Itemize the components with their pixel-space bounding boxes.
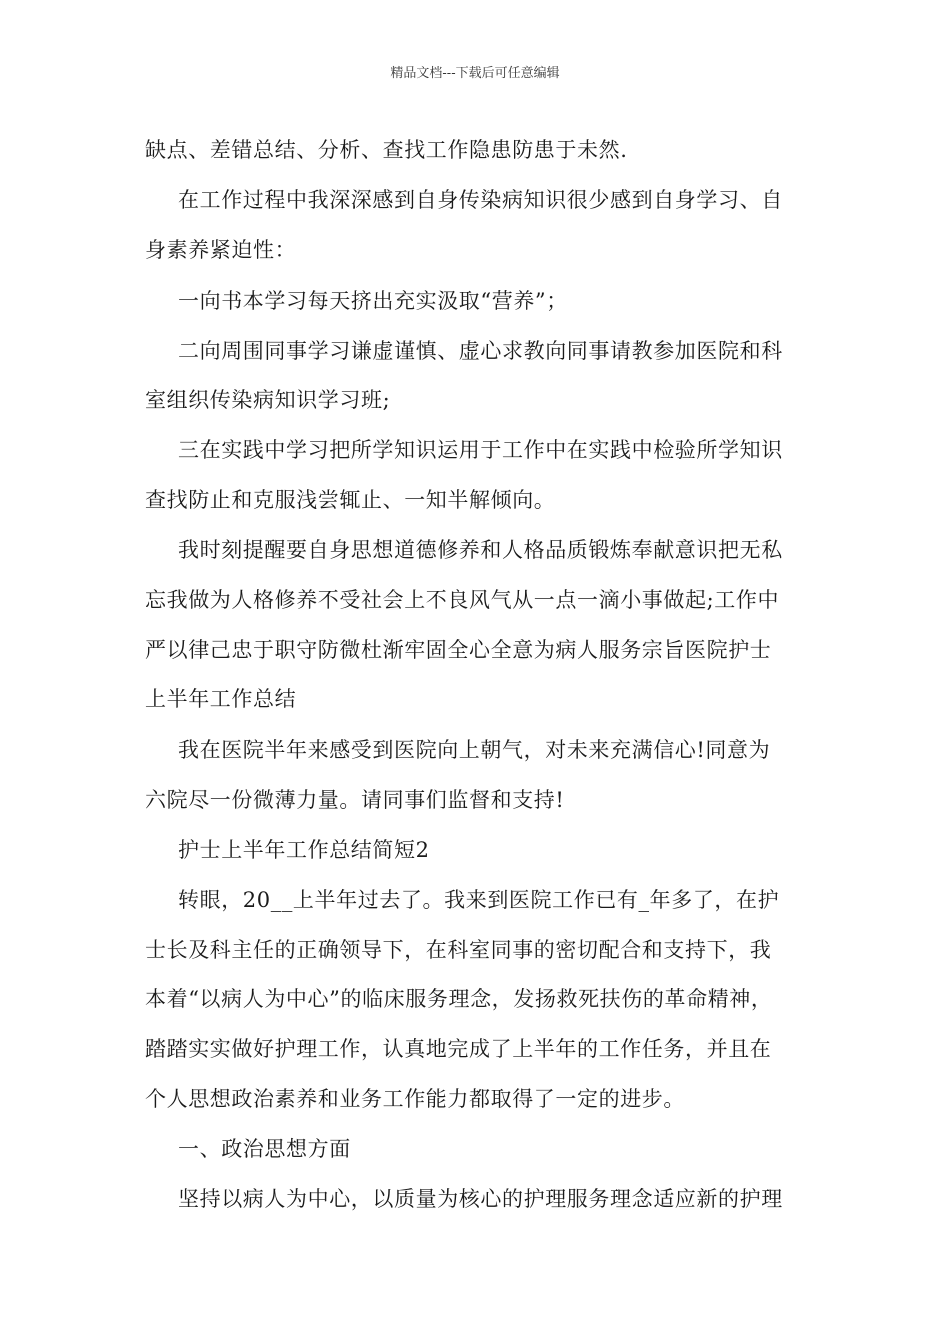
text-line: 在工作过程中我深深感到自身传染病知识很少感到自身学习、自 bbox=[178, 188, 783, 212]
text-line: 我在医院半年来感受到医院向上朝气，对未来充满信心!同意为 bbox=[178, 738, 771, 762]
text-line: 士长及科主任的正确领导下，在科室同事的密切配合和支持下，我 bbox=[145, 938, 772, 962]
text-line: 转眼，20__上半年过去了。我来到医院工作已有_年多了，在护 bbox=[178, 888, 780, 912]
text-line: 上半年工作总结 bbox=[145, 687, 297, 711]
text-line: 个人思想政治素养和业务工作能力都取得了一定的进步。 bbox=[145, 1087, 685, 1111]
section-heading: 一、政治思想方面 bbox=[178, 1137, 351, 1161]
page-header: 精品文档---下载后可任意编辑 bbox=[390, 66, 560, 81]
text-line: 我时刻提醒要自身思想道德修养和人格品质锻炼奉献意识把无私 bbox=[178, 538, 783, 562]
section-heading: 护士上半年工作总结简短2 bbox=[178, 838, 430, 862]
text-line: 坚持以病人为中心，以质量为核心的护理服务理念适应新的护理 bbox=[178, 1187, 783, 1211]
text-line: 忘我做为人格修养不受社会上不良风气从一点一滴小事做起;工作中 bbox=[145, 588, 780, 612]
text-line: 一向书本学习每天挤出充实汲取“营养”； bbox=[178, 289, 568, 313]
text-line: 严以律己忠于职守防微杜渐牢固全心全意为病人服务宗旨医院护士 bbox=[145, 638, 772, 662]
text-line: 六院尽一份微薄力量。请同事们监督和支持! bbox=[145, 788, 565, 812]
text-line: 二向周围同事学习谦虚谨慎、虚心求教向同事请教参加医院和科 bbox=[178, 339, 783, 363]
text-line: 查找防止和克服浅尝辄止、一知半解倾向。 bbox=[145, 488, 556, 512]
text-line: 身素养紧迫性： bbox=[145, 238, 297, 262]
text-line: 三在实践中学习把所学知识运用于工作中在实践中检验所学知识 bbox=[178, 438, 783, 462]
text-line: 室组织传染病知识学习班; bbox=[145, 388, 391, 412]
text-line: 缺点、差错总结、分析、查找工作隐患防患于未然. bbox=[145, 138, 628, 162]
text-line: 踏踏实实做好护理工作，认真地完成了上半年的工作任务，并且在 bbox=[145, 1037, 772, 1061]
text-line: 本着“以病人为中心”的临床服务理念，发扬救死扶伤的革命精神， bbox=[145, 987, 773, 1011]
